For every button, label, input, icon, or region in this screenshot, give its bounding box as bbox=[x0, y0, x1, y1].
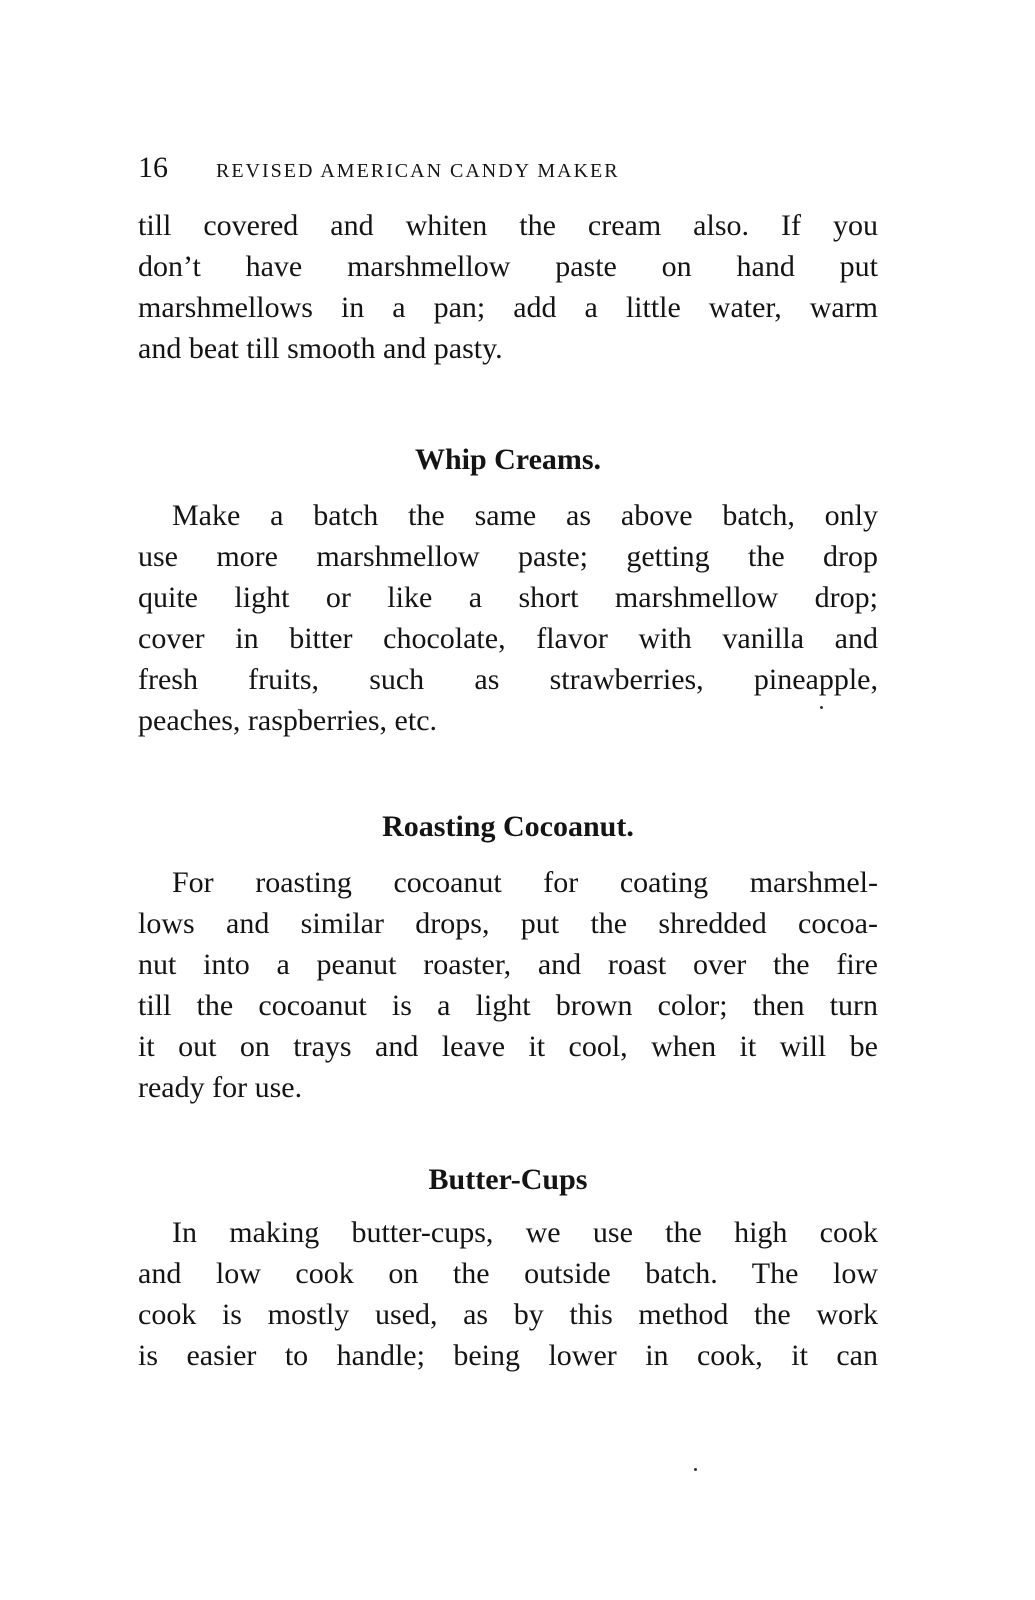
text-line: Make a batch the same as above batch, only bbox=[172, 499, 878, 532]
text-line: ready for use. bbox=[138, 1071, 303, 1104]
text-line: peaches, raspberries, etc. bbox=[138, 704, 438, 737]
scan-speck bbox=[820, 706, 823, 709]
text-line: fresh fruits, such as strawberries, pineapple, bbox=[138, 663, 878, 696]
text-line: don’t have marshmellow paste on hand put bbox=[138, 250, 878, 283]
text-line: lows and similar drops, put the shredded cocoa- bbox=[138, 907, 878, 940]
text-line: marshmellows in a pan; add a little water, warm bbox=[138, 291, 878, 324]
section-heading-whip-creams: Whip Creams. bbox=[414, 443, 602, 476]
paragraph-whip-creams bbox=[138, 495, 878, 741]
text-line: cook is mostly used, as by this method the work bbox=[138, 1298, 878, 1331]
text-line: In making butter-cups, we use the high cook bbox=[172, 1216, 878, 1249]
text-line: till the cocoanut is a light brown color; then turn bbox=[138, 989, 878, 1022]
text-line: is easier to handle; being lower in cook, it can bbox=[138, 1339, 878, 1372]
text-line: it out on trays and leave it cool, when it will be bbox=[138, 1030, 878, 1063]
paragraph-roasting-cocoanut bbox=[138, 862, 878, 1108]
intro-paragraph bbox=[138, 205, 878, 369]
text-line: cover in bitter chocolate, flavor with vanilla and bbox=[138, 622, 878, 655]
text-line: till covered and whiten the cream also. If you bbox=[138, 209, 878, 242]
paragraph-butter-cups bbox=[138, 1212, 878, 1376]
running-title: REVISED AMERICAN CANDY MAKER bbox=[216, 160, 620, 182]
text-line: use more marshmellow paste; getting the drop bbox=[138, 540, 878, 573]
scan-speck bbox=[694, 1468, 697, 1471]
section-heading-roasting-cocoanut: Roasting Cocoanut. bbox=[382, 810, 634, 843]
text-line: nut into a peanut roaster, and roast over the fire bbox=[138, 948, 878, 981]
text-line: quite light or like a short marshmellow drop; bbox=[138, 581, 878, 614]
page-header bbox=[138, 150, 898, 189]
page-number: 16 bbox=[138, 151, 168, 184]
section-heading-butter-cups: Butter-Cups bbox=[428, 1163, 588, 1196]
text-line: and beat till smooth and pasty. bbox=[138, 332, 503, 365]
text-line: For roasting cocoanut for coating marshmel- bbox=[172, 866, 878, 899]
text-line: and low cook on the outside batch. The low bbox=[138, 1257, 878, 1290]
